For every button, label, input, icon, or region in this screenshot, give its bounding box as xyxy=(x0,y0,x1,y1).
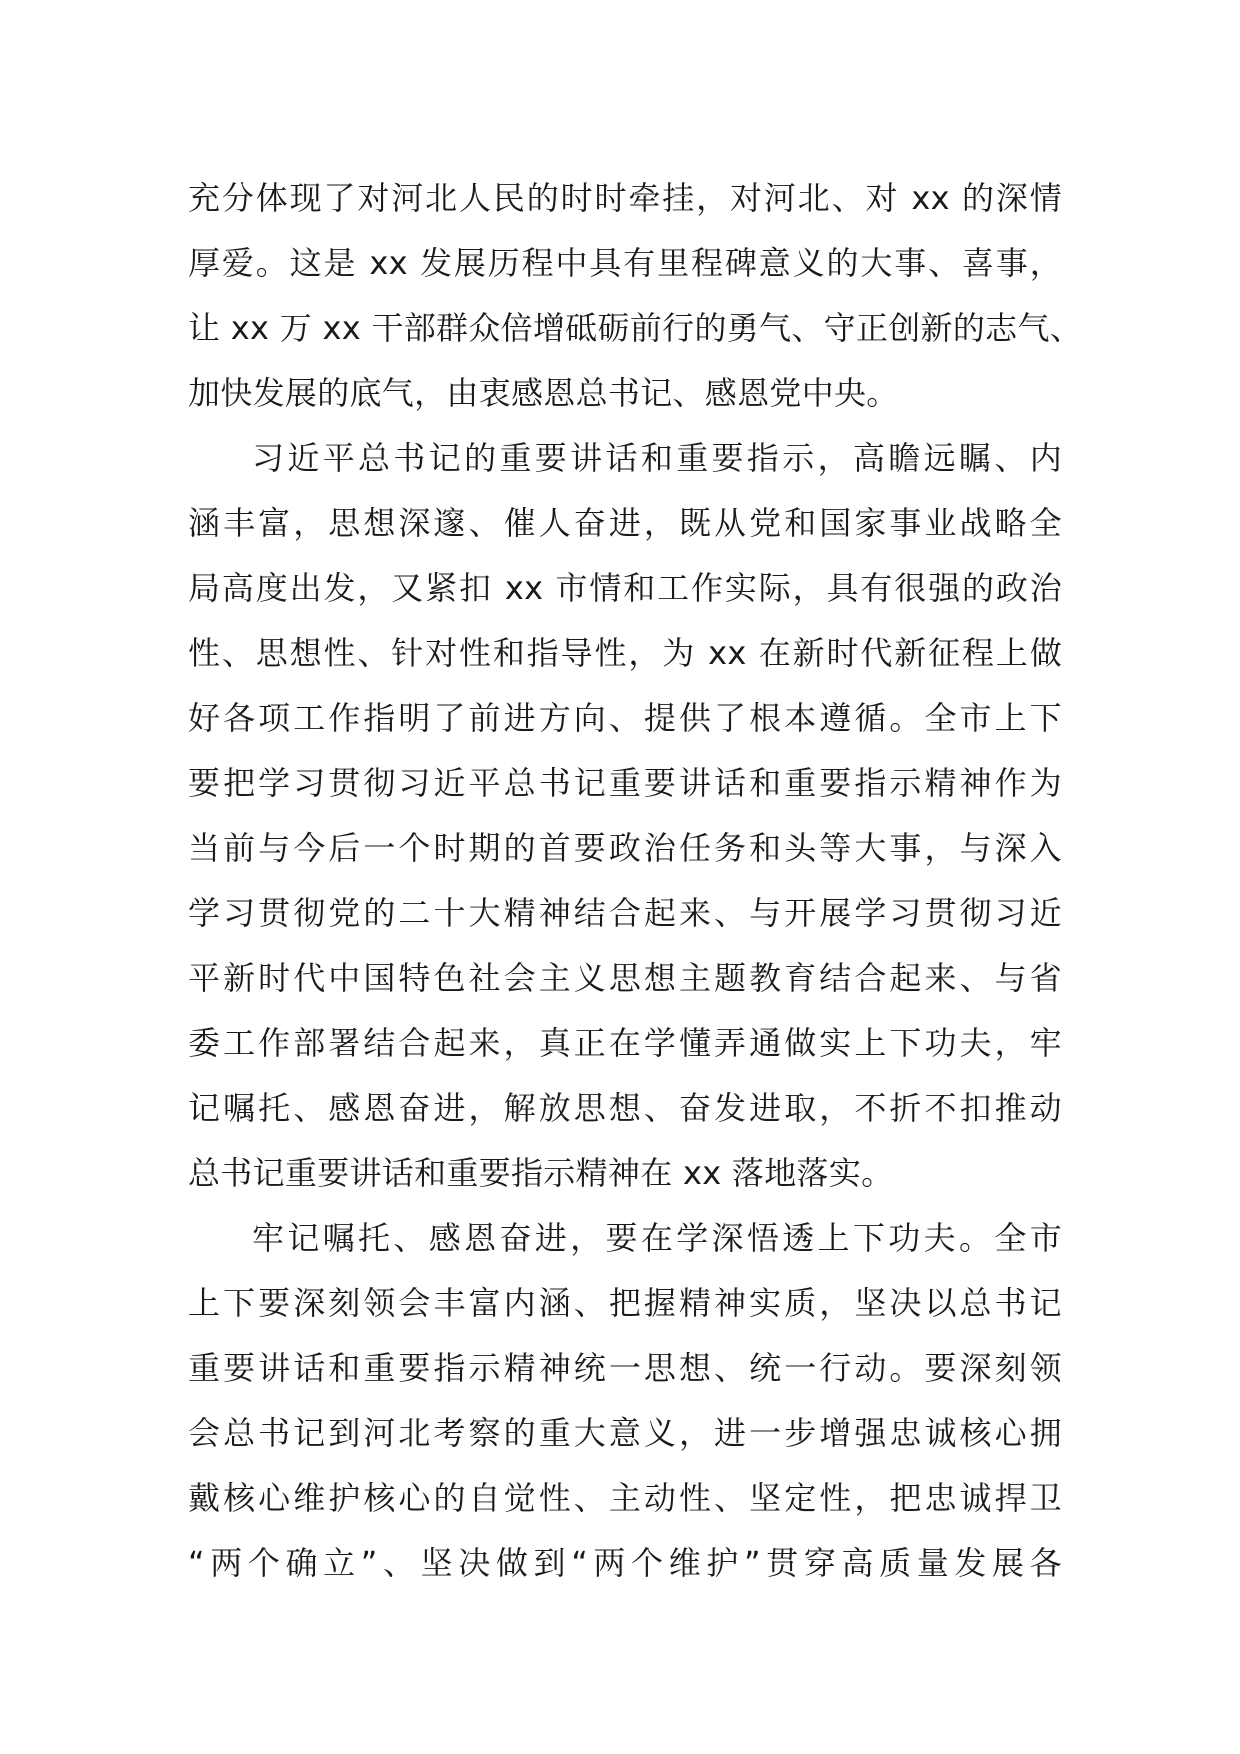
text-line: 会总书记到河北考察的重大意义，进一步增强忠诚核心拥 xyxy=(188,1414,1062,1452)
text-line: 涵丰富，思想深邃、催人奋进，既从党和国家事业战略全 xyxy=(188,504,1062,542)
text-line: 当前与今后一个时期的首要政治任务和头等大事，与深入 xyxy=(188,829,1062,867)
text-line: 记嘱托、感恩奋进，解放思想、奋发进取，不折不扣推动 xyxy=(188,1089,1062,1127)
paragraph-start-line: 习近平总书记的重要讲话和重要指示，高瞻远瞩、内 xyxy=(252,439,1062,477)
text-line: 充分体现了对河北人民的时时牵挂，对河北、对 xx 的深情 xyxy=(188,179,1062,217)
text-line: 上下要深刻领会丰富内涵、把握精神实质，坚决以总书记 xyxy=(188,1284,1062,1322)
text-line: 平新时代中国特色社会主义思想主题教育结合起来、与省 xyxy=(188,959,1062,997)
text-line: 戴核心维护核心的自觉性、主动性、坚定性，把忠诚捍卫 xyxy=(188,1479,1062,1517)
text-line: 总书记重要讲话和重要指示精神在 xx 落地落实。 xyxy=(188,1154,894,1192)
text-line: 重要讲话和重要指示精神统一思想、统一行动。要深刻领 xyxy=(188,1349,1062,1387)
paragraph-start-line: 牢记嘱托、感恩奋进，要在学深悟透上下功夫。全市 xyxy=(252,1219,1062,1257)
text-line: “两个确立”、坚决做到“两个维护”贯穿高质量发展各 xyxy=(188,1544,1062,1582)
document-body xyxy=(188,166,1083,1596)
text-line: 学习贯彻党的二十大精神结合起来、与开展学习贯彻习近 xyxy=(188,894,1062,932)
text-line: 要把学习贯彻习近平总书记重要讲话和重要指示精神作为 xyxy=(188,764,1062,802)
text-line: 让 xx 万 xx 干部群众倍增砥砺前行的勇气、守正创新的志气、 xyxy=(188,309,1083,347)
text-line: 厚爱。这是 xx 发展历程中具有里程碑意义的大事、喜事， xyxy=(188,244,1062,282)
text-line: 加快发展的底气，由衷感恩总书记、感恩党中央。 xyxy=(188,374,899,412)
text-line: 好各项工作指明了前进方向、提供了根本遵循。全市上下 xyxy=(188,699,1062,737)
text-line: 局高度出发，又紧扣 xx 市情和工作实际，具有很强的政治 xyxy=(188,569,1062,607)
text-line: 性、思想性、针对性和指导性，为 xx 在新时代新征程上做 xyxy=(188,634,1062,672)
text-line: 委工作部署结合起来，真正在学懂弄通做实上下功夫，牢 xyxy=(188,1024,1062,1062)
